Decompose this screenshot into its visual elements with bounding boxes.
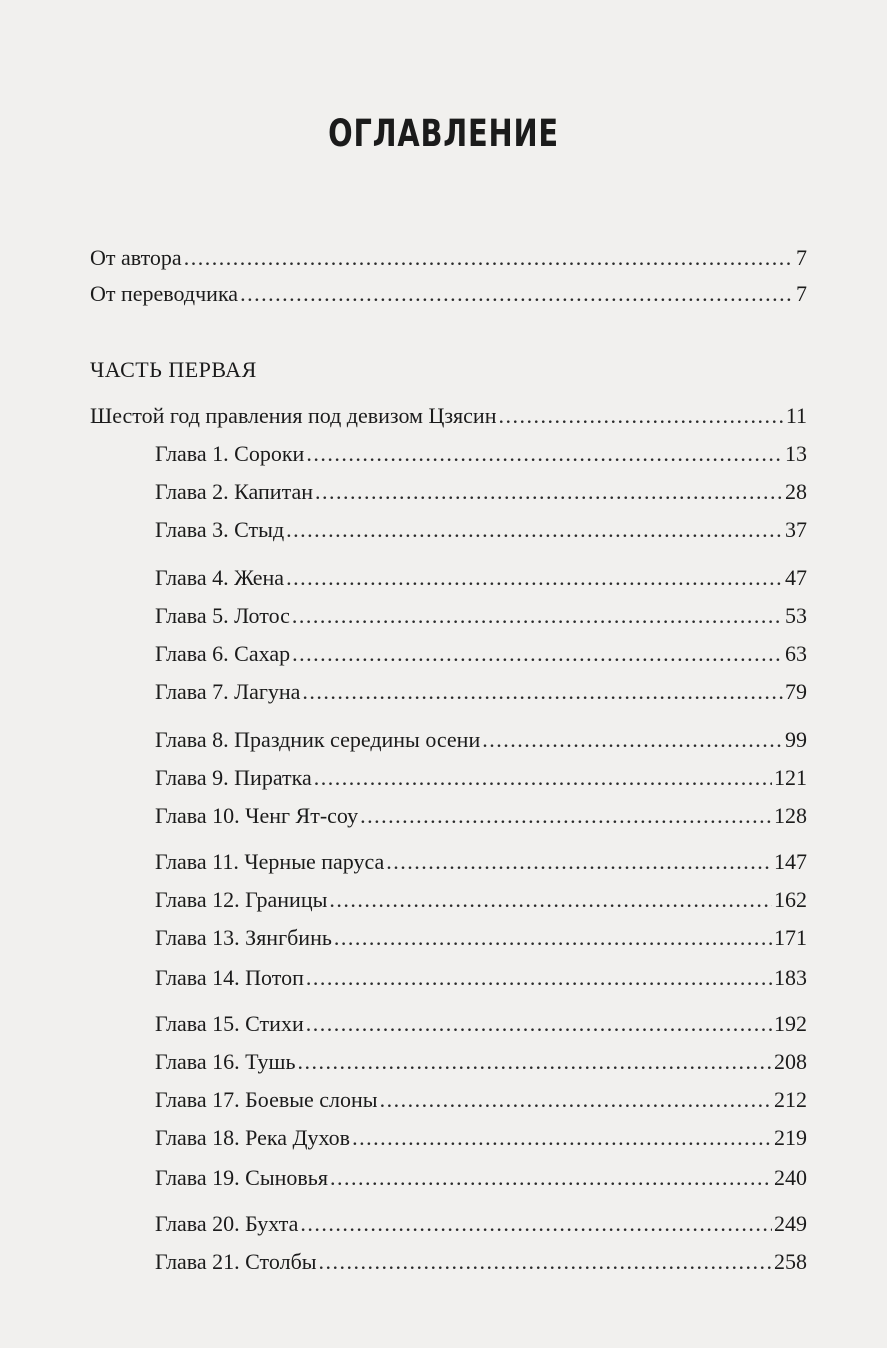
chapter-page: 28 bbox=[785, 479, 807, 504]
chapter-label: Глава 19. Сыновья bbox=[155, 1165, 328, 1190]
chapter-label: Глава 16. Тушь bbox=[155, 1049, 296, 1074]
leader-dots bbox=[386, 844, 772, 880]
leader-dots bbox=[184, 240, 794, 276]
leader-dots bbox=[380, 1082, 772, 1118]
toc-chapter-3 bbox=[155, 512, 807, 548]
toc-chapter-2 bbox=[155, 474, 807, 510]
toc-entry-from-author bbox=[90, 240, 807, 276]
chapter-label: Глава 1. Сороки bbox=[155, 441, 305, 466]
leader-dots bbox=[360, 798, 772, 834]
toc-entry-label: От переводчика bbox=[90, 281, 239, 306]
chapter-label: Глава 5. Лотос bbox=[155, 603, 290, 628]
toc-chapter-15 bbox=[155, 1006, 807, 1042]
toc-chapter-8 bbox=[155, 722, 807, 758]
leader-dots bbox=[302, 674, 783, 710]
toc-chapter-19 bbox=[155, 1160, 807, 1196]
toc-entry-label: Шестой год правления под девизом Цзясин bbox=[90, 403, 497, 428]
chapter-label: Глава 8. Праздник середины осени bbox=[155, 727, 481, 752]
toc-entry-from-translator bbox=[90, 276, 807, 312]
chapter-label: Глава 17. Боевые слоны bbox=[155, 1087, 378, 1112]
chapter-label: Глава 12. Границы bbox=[155, 887, 328, 912]
chapter-page: 99 bbox=[785, 727, 807, 752]
toc-entry-part-subtitle bbox=[90, 398, 807, 434]
chapter-page: 79 bbox=[785, 679, 807, 704]
chapter-page: 171 bbox=[774, 925, 807, 950]
leader-dots bbox=[300, 1206, 772, 1242]
chapter-page: 13 bbox=[785, 441, 807, 466]
toc-chapter-9 bbox=[155, 760, 807, 796]
chapter-page: 121 bbox=[774, 765, 807, 790]
toc-chapter-7 bbox=[155, 674, 807, 710]
chapter-page: 240 bbox=[774, 1165, 807, 1190]
chapter-page: 258 bbox=[774, 1249, 807, 1274]
leader-dots bbox=[334, 920, 772, 956]
chapter-label: Глава 7. Лагуна bbox=[155, 679, 301, 704]
leader-dots bbox=[292, 598, 783, 634]
toc-chapter-10 bbox=[155, 798, 807, 834]
chapter-label: Глава 6. Сахар bbox=[155, 641, 291, 666]
part-heading: ЧАСТЬ ПЕРВАЯ bbox=[90, 357, 257, 382]
chapter-label: Глава 15. Стихи bbox=[155, 1011, 304, 1036]
toc-chapter-16 bbox=[155, 1044, 807, 1080]
chapter-page: 208 bbox=[774, 1049, 807, 1074]
toc-chapter-4 bbox=[155, 560, 807, 596]
leader-dots bbox=[482, 722, 783, 758]
leader-dots bbox=[315, 474, 783, 510]
chapter-page: 128 bbox=[774, 803, 807, 828]
chapter-label: Глава 2. Капитан bbox=[155, 479, 313, 504]
chapter-label: Глава 18. Река Духов bbox=[155, 1125, 351, 1150]
leader-dots bbox=[319, 1244, 772, 1280]
toc-chapter-17 bbox=[155, 1082, 807, 1118]
chapter-page: 147 bbox=[774, 849, 807, 874]
chapter-page: 219 bbox=[774, 1125, 807, 1150]
chapter-label: Глава 14. Потоп bbox=[155, 965, 304, 990]
toc-entry-page: 7 bbox=[796, 245, 807, 270]
page-title: ОГЛАВЛЕНИЕ bbox=[328, 112, 559, 155]
leader-dots bbox=[298, 1044, 773, 1080]
leader-dots bbox=[306, 960, 772, 996]
leader-dots bbox=[286, 560, 783, 596]
leader-dots bbox=[498, 398, 783, 434]
chapter-page: 37 bbox=[785, 517, 807, 542]
toc-entry-page: 11 bbox=[785, 403, 807, 428]
chapter-label: Глава 20. Бухта bbox=[155, 1211, 299, 1236]
chapter-label: Глава 13. Зянгбинь bbox=[155, 925, 332, 950]
toc-chapter-14 bbox=[155, 960, 807, 996]
leader-dots bbox=[330, 1160, 772, 1196]
chapter-page: 47 bbox=[785, 565, 807, 590]
chapter-page: 183 bbox=[774, 965, 807, 990]
leader-dots bbox=[352, 1120, 772, 1156]
leader-dots bbox=[306, 1006, 772, 1042]
leader-dots bbox=[306, 436, 783, 472]
leader-dots bbox=[292, 636, 783, 672]
chapter-page: 53 bbox=[785, 603, 807, 628]
toc-entry-page: 7 bbox=[796, 281, 807, 306]
chapter-page: 162 bbox=[774, 887, 807, 912]
chapter-page: 192 bbox=[774, 1011, 807, 1036]
chapter-page: 212 bbox=[774, 1087, 807, 1112]
toc-chapter-18 bbox=[155, 1120, 807, 1156]
chapter-label: Глава 9. Пиратка bbox=[155, 765, 312, 790]
toc-chapter-12 bbox=[155, 882, 807, 918]
toc-entry-label: От автора bbox=[90, 245, 182, 270]
leader-dots bbox=[329, 882, 772, 918]
chapter-page: 63 bbox=[785, 641, 807, 666]
toc-chapter-11 bbox=[155, 844, 807, 880]
leader-dots bbox=[240, 276, 794, 312]
chapter-label: Глава 3. Стыд bbox=[155, 517, 285, 542]
chapter-page: 249 bbox=[774, 1211, 807, 1236]
chapter-label: Глава 21. Столбы bbox=[155, 1249, 317, 1274]
toc-chapter-20 bbox=[155, 1206, 807, 1242]
toc-chapter-1 bbox=[155, 436, 807, 472]
leader-dots bbox=[286, 512, 783, 548]
toc-chapter-21 bbox=[155, 1244, 807, 1280]
chapter-label: Глава 10. Ченг Ят-соу bbox=[155, 803, 359, 828]
toc-chapter-6 bbox=[155, 636, 807, 672]
chapter-label: Глава 4. Жена bbox=[155, 565, 285, 590]
chapter-label: Глава 11. Черные паруса bbox=[155, 849, 385, 874]
toc-chapter-5 bbox=[155, 598, 807, 634]
toc-chapter-13 bbox=[155, 920, 807, 956]
leader-dots bbox=[314, 760, 772, 796]
